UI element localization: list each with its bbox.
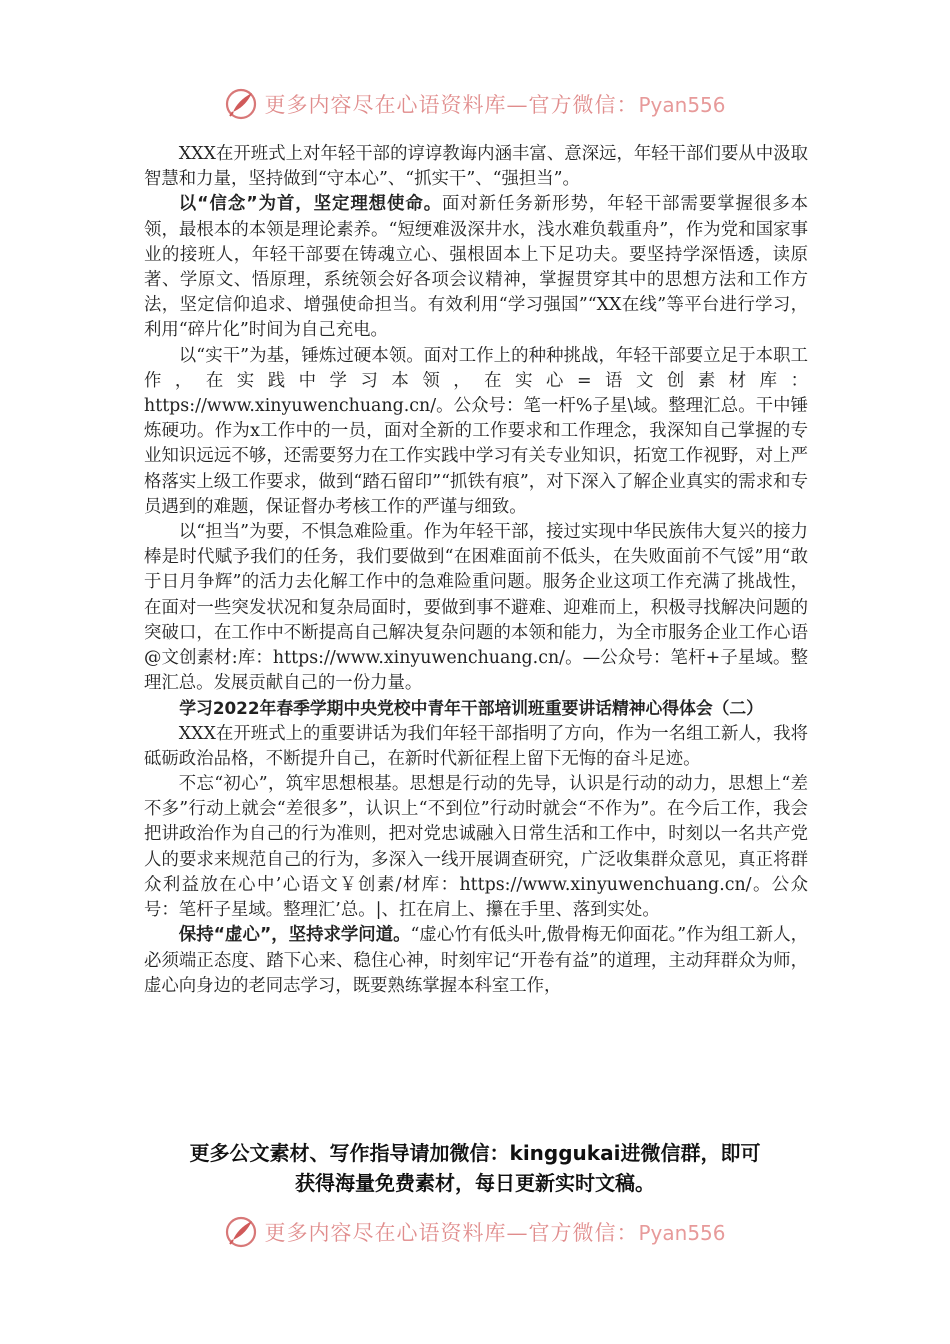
header-banner xyxy=(0,84,950,124)
paragraph: 以“担当”为要，不惧急难险重。作为年轻干部，接过实现中华民族伟大复兴的接力棒是时代赋予我们的任务，我们要做到“在困难面前不低头，在失败面前不气馁”用“敢于日月争辉”的活力去化解工作中的急难险重问题。服务企业这项工作充满了挑战性，在面对一些突发状况和复杂局面时，要做到事不避难、迎难而上，积极寻找解决问题的突破口，在工作中不断提高自己解决复杂问题的本领和能力，为全市服务企业工作心语@文创素材:库：https://www.xinyuwenchuang.cn/。—公众号：笔杆+子星域。整理汇总。发展贡献自己的一份力量。 xyxy=(144,522,808,694)
section-heading: 学习2022年春季学期中央党校中青年干部培训班重要讲话精神心得体会（二） xyxy=(179,698,763,719)
paragraph: XXX在开班式上对年轻干部的谆谆教诲内涵丰富、意深远，年轻干部们要从中汲取智慧和力量，坚持做到“守本心”、“抓实干”、“强担当”。 xyxy=(144,144,808,190)
paragraph: 保持“虚心”，坚持求学问道。“虚心竹有低头叶,傲骨梅无仰面花。”作为组工新人，必须端正态度、踏下心来、稳住心神，时刻牢记“开卷有益”的道理，主动拜群众为师，虚心向身边的老同志学习，既要熟练掌握本科室工作， xyxy=(144,925,808,996)
quill-logo-icon xyxy=(224,87,258,121)
footer-note: 更多公文素材、写作指导请加微信：kinggukai进微信群，即可 获得海量免费素材，每日更新实时文稿。 xyxy=(189,1141,761,1195)
banner-text: 更多内容尽在心语资料库—官方微信：Pyan556 xyxy=(264,1221,726,1245)
paragraph-lead: 保持“虚心”，坚持求学问道。 xyxy=(178,925,411,946)
paragraph: 以“信念”为首，坚定理想使命。面对新任务新形势，年轻干部需要掌握很多本领，最根本的本领是理论素养。“短绠难汲深井水，浅水难负载重舟”，作为党和国家事业的接班人，年轻干部要在铸魂立心、强根固本上下足功夫。要坚持学深悟透，读原著、学原文、悟原理，系统领会好各项会议精神，掌握贯穿其中的思想方法和工作方法，坚定信仰追求、增强使命担当。有效利用“学习强国”“XX在线”等平台进行学习，利用“碎片化”时间为自己充电。 xyxy=(144,194,808,341)
paragraph: 不忘“初心”，筑牢思想根基。思想是行动的先导，认识是行动的动力，思想上“差不多”行动上就会“差很多”，认识上“不到位”行动时就会“不作为”。在今后工作，我会把讲政治作为自己的行为准则，把对党忠诚融入日常生活和工作中，时刻以一名共产党人的要求来规范自己的行为，多深入一线开展调查研究，广泛收集群众意见，真正将群众利益放在心中’心语文￥创素/材库：https://www.xinyuwenchuang.cn/。公众号：笔杆子星域。整理汇’总。|、扛在肩上、攥在手里、落到实处。 xyxy=(144,774,808,921)
banner-wechat-id: Pyan556 xyxy=(638,93,726,117)
quill-logo-icon xyxy=(224,1215,258,1249)
footer-banner xyxy=(0,1212,950,1252)
paragraph: XXX在开班式上的重要讲话为我们年轻干部指明了方向，作为一名组工新人，我将砥砺政治品格，不断提升自己，在新时代新征程上留下无悔的奋斗足迹。 xyxy=(144,723,808,769)
paragraph: 以“实干”为基，锤炼过硬本领。面对工作上的种种挑战，年轻干部要立足于本职工作，在实践中学习本领，在实心=语文创素材库：https://www.xinyuwenchuang.cn/。公众号：笔一杆%子星\域。整理汇总。干中锤炼硬功。作为x工作中的一员，面对全新的工作要求和工作理念，我深知自己掌握的专业知识远远不够，还需要努力在工作实践中学习有关专业知识，拓宽工作视野，对上严格落实上级工作要求，做到“踏石留印”“抓铁有痕”，对下深入了解企业真实的需求和专员遇到的难题，保证督办考核工作的严谨与细致。 xyxy=(144,345,808,517)
banner-text: 更多内容尽在心语资料库—官方微信：Pyan556 xyxy=(264,93,726,117)
document-body xyxy=(144,142,808,999)
banner-wechat-id: Pyan556 xyxy=(638,1221,726,1245)
paragraph-lead: 以“信念”为首，坚定理想使命。 xyxy=(178,194,443,215)
